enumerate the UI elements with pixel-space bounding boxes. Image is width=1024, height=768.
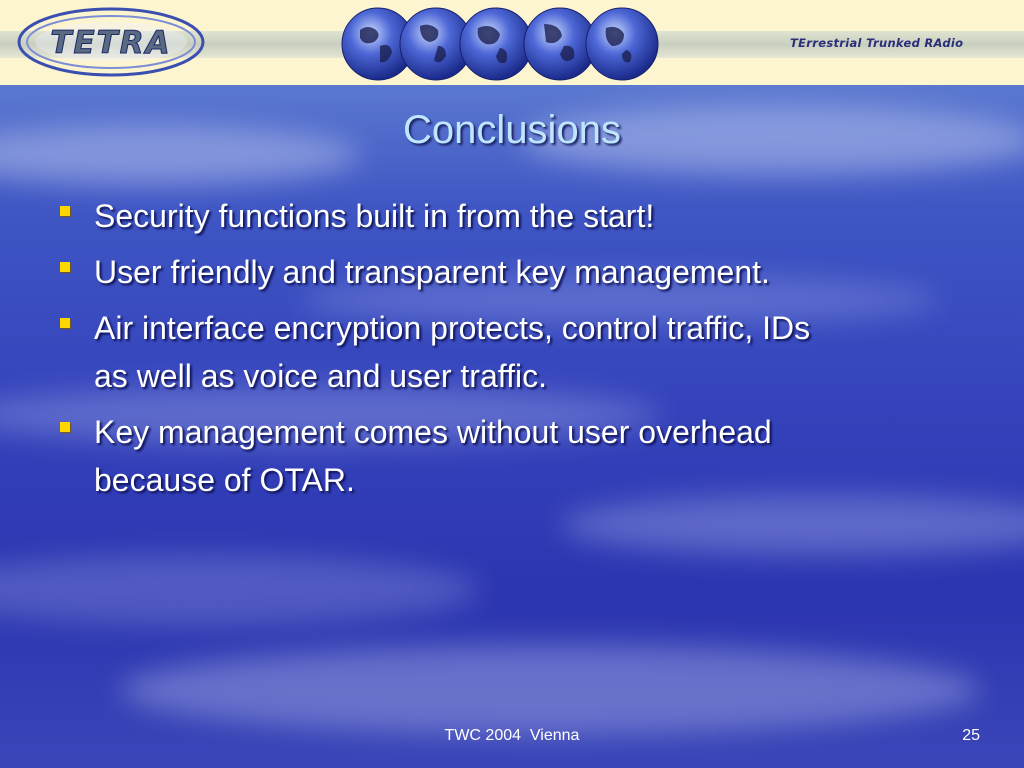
cloud <box>120 645 980 735</box>
bullet-text: User friendly and transparent key management. <box>94 254 770 290</box>
square-bullet-icon <box>60 262 70 272</box>
square-bullet-icon <box>60 206 70 216</box>
page-number: 25 <box>962 727 980 744</box>
tetra-logo <box>16 6 206 78</box>
footer-text: TWC 2004 Vienna <box>444 727 580 744</box>
bullet-text: Air interface encryption protects, control traffic, IDs as well as voice and user traffic. <box>94 310 811 394</box>
bullet-item <box>58 192 818 240</box>
bullet-item <box>58 304 818 400</box>
bullet-item <box>58 408 818 504</box>
bullet-list <box>58 192 818 512</box>
bullet-text: Security functions built in from the start! <box>94 198 655 234</box>
square-bullet-icon <box>60 318 70 328</box>
cloud <box>0 555 480 625</box>
bullet-text: Key management comes without user overhead because of OTAR. <box>94 414 772 498</box>
square-bullet-icon <box>60 422 70 432</box>
svg-text:TETRA: TETRA <box>50 25 172 61</box>
globes-graphic <box>338 6 664 82</box>
bullet-item <box>58 248 818 296</box>
tagline: TErrestrial Trunked RAdio <box>790 36 964 50</box>
slide-title: Conclusions <box>403 108 621 152</box>
header-banner <box>0 0 1024 85</box>
